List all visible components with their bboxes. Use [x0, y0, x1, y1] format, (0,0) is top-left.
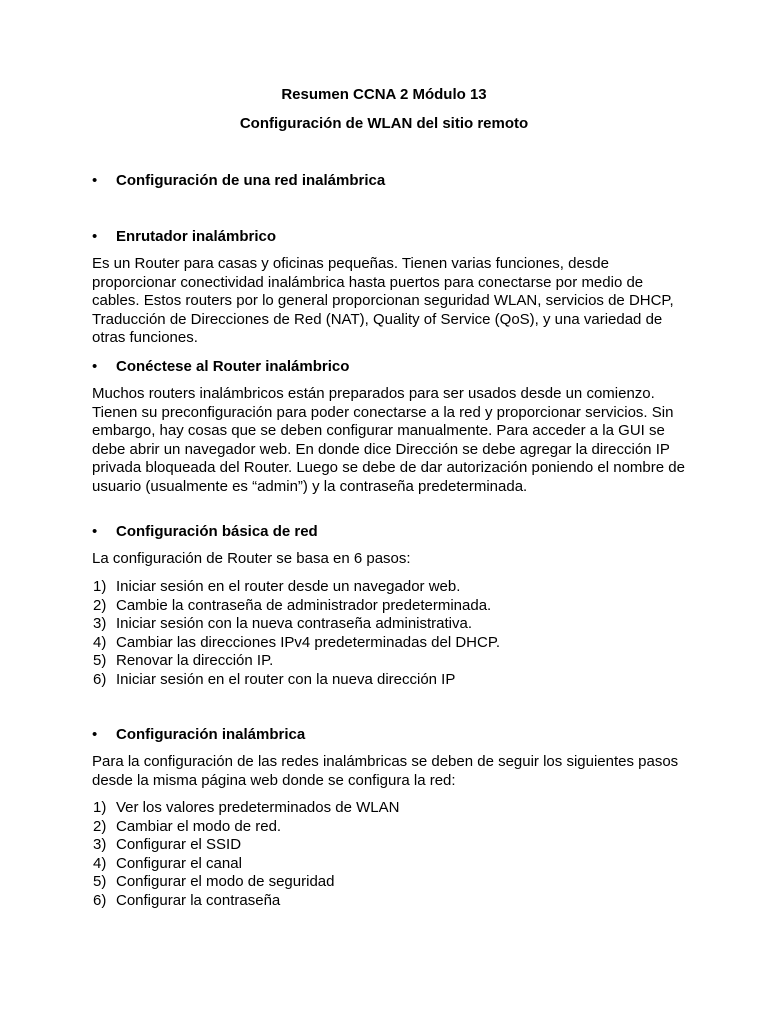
list-item: 4) Configurar el canal: [93, 854, 242, 872]
section-heading-text: Configuración básica de red: [116, 523, 318, 540]
list-item: 3) Configurar el SSID: [93, 836, 242, 853]
paragraph-connect-router: Muchos routers inalámbricos están preparados para ser usados desde un comienzo. Tienen su preconfiguración para poder conectarse a la red y proporcionar servicios. Sin embargo, hay cosas que se deben configurar manualmente. Para acceder a la GUI se debe abrir un navegador web. En donde dice Dirección se debe agregar la dirección IP privada bloqueada del Router. Luego se debe de dar autorización poniendo el nombre de usuario (usualmente es “admin”) y la contraseña predeterminada.: [92, 385, 685, 495]
list-item: 2) Cambiar el modo de red.: [93, 817, 282, 835]
list-item: 6) Iniciar sesión en el router con la nueva dirección IP: [93, 670, 456, 688]
list-item: 5) Renovar la dirección IP.: [93, 652, 274, 669]
list-item: 1) Iniciar sesión en el router desde un navegador web.: [93, 578, 461, 595]
list-item: 5) Configurar el modo de seguridad: [93, 873, 335, 890]
section-heading-text: Configuración inalámbrica: [116, 726, 306, 743]
document-subtitle: Configuración de WLAN del sitio remoto: [239, 115, 529, 132]
document-title: Resumen CCNA 2 Módulo 13: [281, 86, 487, 103]
section-heading-text: Configuración de una red inalámbrica: [116, 172, 386, 189]
paragraph-wireless-config: Para la configuración de las redes inalámbricas se deben de seguir los siguientes pasos desde la misma página web donde se configura la red:: [92, 753, 679, 789]
steps-list-basic-config: [93, 578, 501, 689]
bullet-icon: •: [92, 172, 98, 189]
list-item: 4) Cambiar las direcciones IPv4 predeterminadas del DHCP.: [93, 633, 501, 651]
paragraph-basic-network-config: La configuración de Router se basa en 6 pasos:: [92, 550, 411, 567]
bullet-icon: •: [92, 726, 98, 743]
list-item: 2) Cambie la contraseña de administrador predeterminada.: [93, 596, 492, 614]
bullet-icon: •: [92, 358, 98, 375]
section-heading-text: Enrutador inalámbrico: [116, 228, 277, 245]
list-item: 1) Ver los valores predeterminados de WLAN: [93, 799, 400, 816]
steps-list-wireless-config: [93, 799, 400, 910]
section-heading-basic-network-config: [92, 523, 318, 542]
section-heading-wireless-config: [92, 726, 305, 745]
section-heading-wireless-router: [92, 228, 276, 247]
bullet-icon: •: [92, 523, 98, 540]
list-item: 6) Configurar la contraseña: [93, 891, 281, 909]
paragraph-wireless-router: Es un Router para casas y oficinas pequeñas. Tienen varias funciones, desde proporcionar conectividad inalámbrica hasta puertos para conectarse por medio de cables. Estos routers por lo general proporcionan seguridad WLAN, servicios de DHCP, Traducción de Direcciones de Red (NAT), Quality of Service (QoS), y una variedad de otras funciones.: [92, 255, 674, 346]
list-item: 3) Iniciar sesión con la nueva contraseña administrativa.: [93, 615, 473, 632]
bullet-icon: •: [92, 228, 98, 245]
section-heading-connect-router: [92, 358, 349, 377]
section-heading-wireless-network-config: [92, 172, 385, 191]
section-heading-text: Conéctese al Router inalámbrico: [116, 358, 350, 375]
